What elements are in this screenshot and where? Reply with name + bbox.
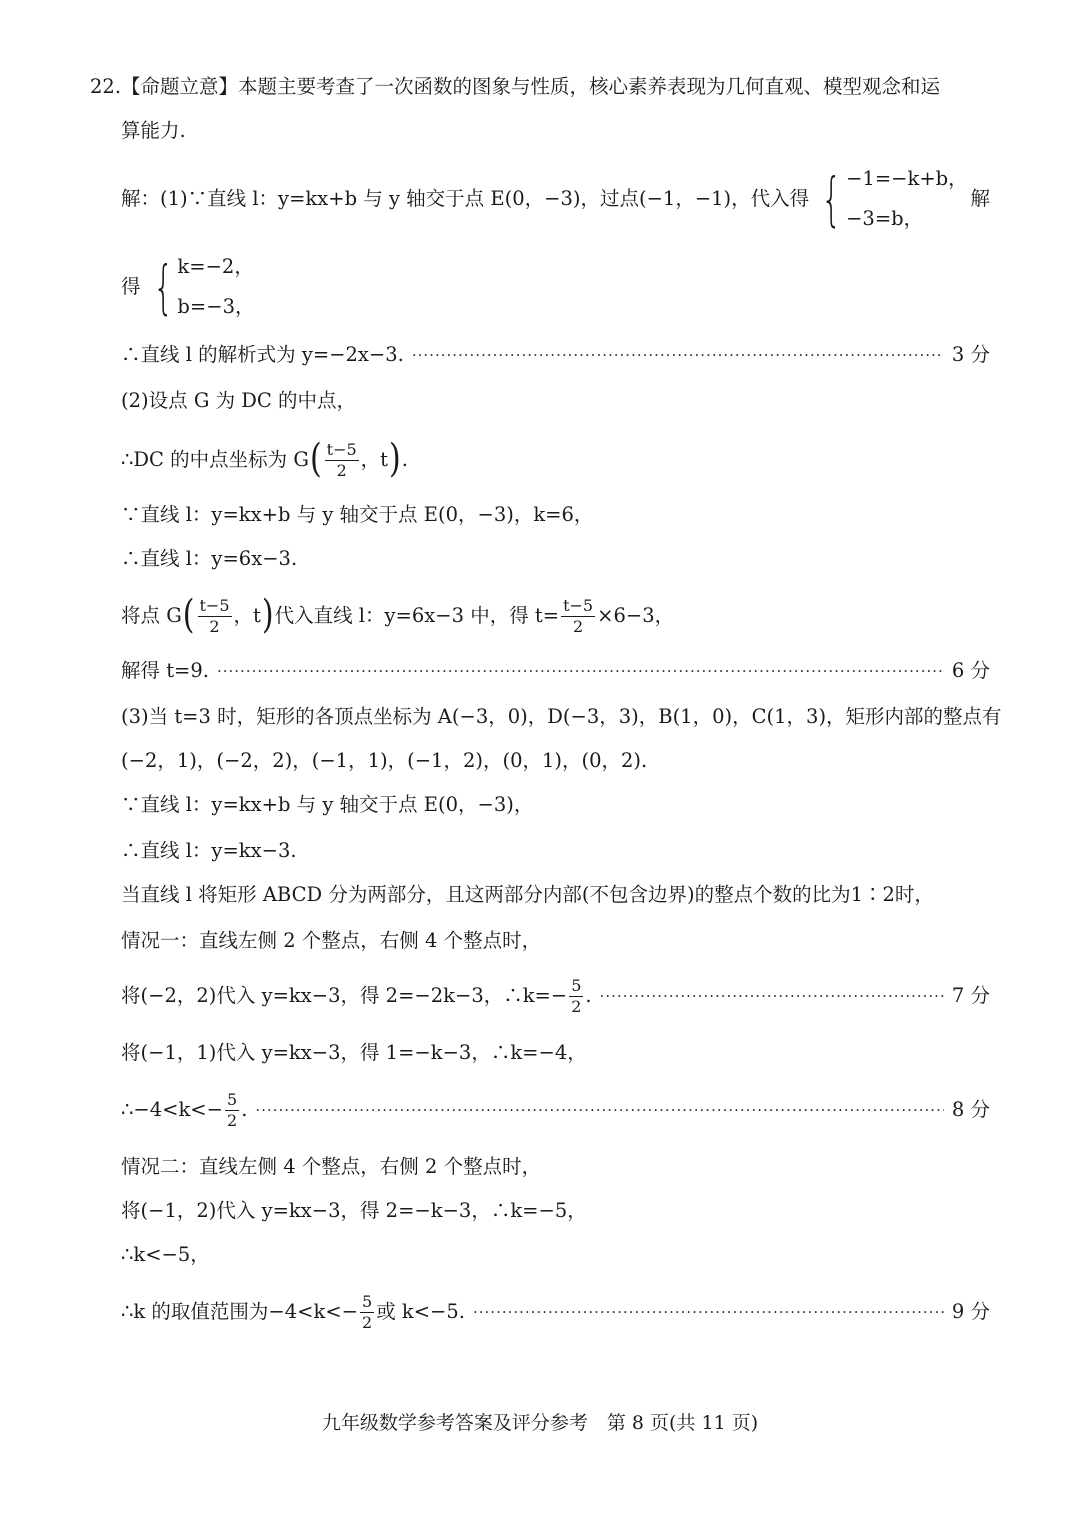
part2-line-l: ∵直线 l：y=kx+b 与 y 轴交于点 E(0，−3)，k=6， <box>121 503 594 526</box>
case-one: 情况一：直线左侧 2 个整点，右侧 4 个整点时， <box>121 929 542 952</box>
substitute-line: 将点 G ( $\frac{t-5}{2}$ ，t ) 代入直线 l：y=6x−3 中，得 t= $\frac{t-5}{2}$ ×6−3， <box>121 592 675 639</box>
case-two-k: 将(−1，2)代入 y=kx−3，得 2=−k−3，∴k=−5， <box>121 1199 587 1222</box>
fraction: $\frac{t-5}{2}$ <box>563 595 594 636</box>
leader-dots <box>473 1297 944 1327</box>
page-footer: 九年级数学参考答案及评分参考 第 8 页(共 11 页) <box>321 1412 759 1434</box>
part1-system: 解：(1)∵直线 l：y=kx+b 与 y 轴交于点 E(0，−3)，过点(−1，−1)，代入得 { −1=−k+b， −3=b， 解 <box>121 165 990 233</box>
leader-dots <box>412 340 944 370</box>
case-two-range: ∴k<−5， <box>121 1243 210 1266</box>
midpoint-line: ∴DC 的中点坐标为 G ( $\frac{t-5}{2}$ ，t ) . <box>121 436 408 483</box>
fraction: $\frac{5}{2}$ <box>227 1089 238 1130</box>
part3-line-l2: ∴直线 l：y=kx−3. <box>121 839 297 862</box>
part2-intro: (2)设点 G 为 DC 的中点， <box>121 389 357 412</box>
fraction: $\frac{5}{2}$ <box>362 1291 373 1332</box>
solution-system: { k=−2， b=−3， <box>152 253 255 321</box>
case-one-range: ∴−4<k<− $\frac{5}{2}$ . ····· 8 分 <box>121 1090 990 1130</box>
leader-dots <box>600 981 944 1011</box>
brace-symbol: { <box>821 165 842 233</box>
part2-line-l2: ∴直线 l：y=6x−3. <box>121 547 298 570</box>
case-one-k1: 将(−2，2)代入 y=kx−3，得 2=−2k−3，∴k=− $\frac{5}{2}$ . ····· 7 分 <box>121 976 990 1016</box>
fraction: $\frac{t-5}{2}$ <box>199 595 230 636</box>
part3-line-l: ∵直线 l：y=kx+b 与 y 轴交于点 E(0，−3)， <box>121 793 534 816</box>
equation-system: { −1=−k+b， −3=b， <box>821 165 968 233</box>
score-mark: 8 分 <box>951 1098 990 1121</box>
score-mark: 3 分 <box>951 343 990 366</box>
case-two: 情况二：直线左侧 4 个整点，右侧 2 个整点时， <box>121 1155 542 1178</box>
score-mark: 7 分 <box>951 984 990 1007</box>
part3-intro: (3)当 t=3 时，矩形的各顶点坐标为 A(−3，0)，D(−3，3)，B(1，0)，C(1，3)，矩形内部的整点有 <box>121 705 1002 728</box>
line-expression: ∴直线 l 的解析式为 y=−2x−3. ····· 3 分 <box>121 340 990 370</box>
question-intent: 22.【命题立意】本题主要考查了一次函数的图象与性质，核心素养表现为几何直观、模型观念和运 <box>90 75 941 98</box>
score-mark: 9 分 <box>951 1300 990 1323</box>
ratio-condition: 当直线 l 将矩形 ABCD 分为两部分，且这两部分内部(不包含边界)的整点个数的比为1∶2时， <box>121 883 934 906</box>
brace-symbol: { <box>152 253 174 321</box>
leader-dots <box>217 656 944 686</box>
integer-points: (−2，1)，(−2，2)，(−1，1)，(−1，2)，(0，1)，(0，2). <box>121 749 648 772</box>
case-one-k2: 将(−1，1)代入 y=kx−3，得 1=−k−3，∴k=−4， <box>121 1041 587 1064</box>
fraction: $\frac{t-5}{2}$ <box>326 439 357 480</box>
score-mark: 6 分 <box>951 659 990 682</box>
fraction: $\frac{5}{2}$ <box>571 975 582 1016</box>
final-range: ∴k 的取值范围为−4<k<− $\frac{5}{2}$ 或 k<−5. ····· 9 分 <box>121 1292 990 1332</box>
part1-solution: 得 { k=−2， b=−3， <box>121 253 255 321</box>
question-intent-cont: 算能力. <box>121 119 186 142</box>
solve-t: 解得 t=9. ····· 6 分 <box>121 656 990 686</box>
leader-dots <box>255 1095 944 1125</box>
